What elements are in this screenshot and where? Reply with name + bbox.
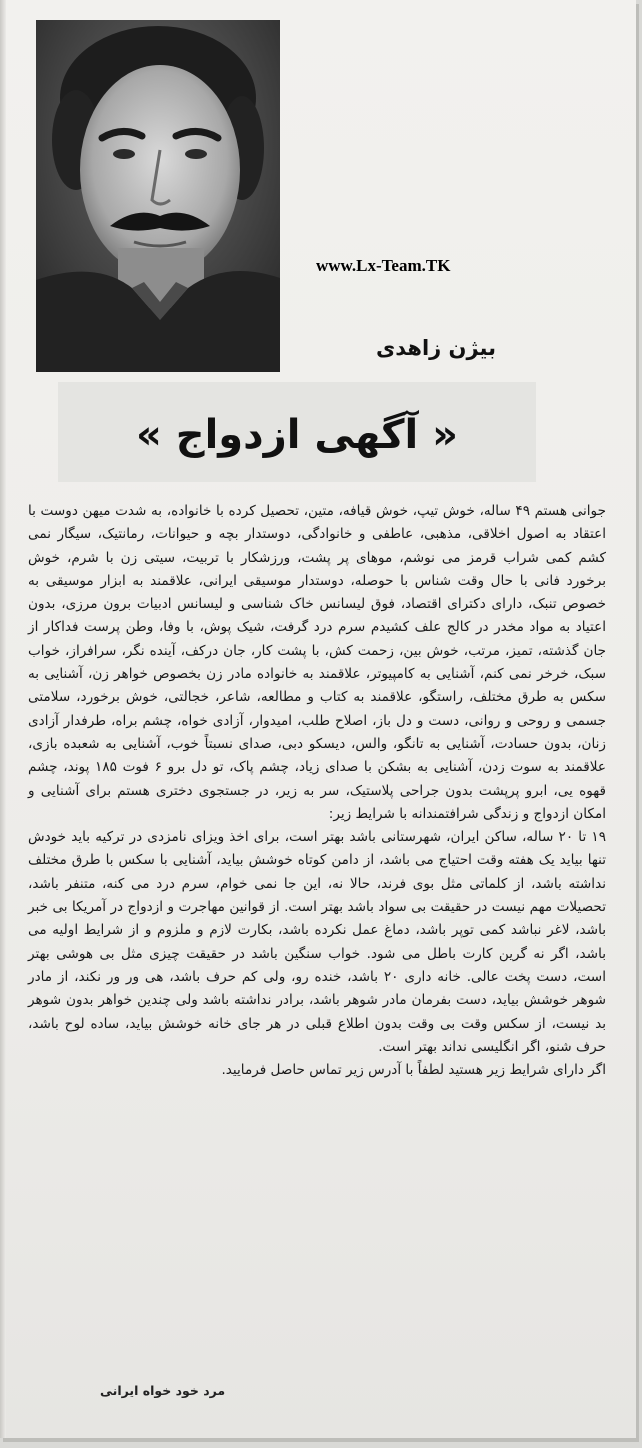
author-name: بیژن زاهدی (376, 336, 496, 360)
website-watermark: www.Lx-Team.TK (316, 256, 451, 275)
signature: مرد خود خواه ایرانی (100, 1383, 226, 1398)
paragraph-self-description: جوانی هستم ۴۹ ساله، خوش تیپ، خوش قیافه، متین، تحصیل کرده با خانواده، به شدت میهن دوست با اعتقاد به اصول اخلاقی، مذهبی، عاطفی و خانوادگی، دوستدار بچه و حیوانات، رمانتیک، سیگار نمی کشم کمی شراب قرمز می نوشم، موهای پر پشت، ورزشکار با تربیت، سیتی زن با شرم، خوش برخورد فانی با حال وقت شناس با حوصله، دوستدار موسیقی ایرانی، علاقمند به ابزار موسیقی به خصوص تنبک، دارای دکترای اقتصاد، فوق لیسانس خاک شناسی و لیسانس ادبیات برون مرزی، بدون اعتیاد به مواد مخدر در کالج علف کشیدم سرم درد گرفت، شیک پوش، با وفا، وطن پرست فداکار از جان گذشته، تمیز، مرتب، خوش بین، زحمت کش، با پشت کار، جان درکف، آینده نگر، سرافراز، خواب سبک، خرخر نمی کنم، آشنایی به کامپیوتر، علاقمند به خانواده مادر زن بخصوص خواهر زن، آشنایی به سکس به طرق مختلف، راستگو، علاقمند به کتاب و مطالعه، شاعر، خجالتی، خوش برخورد، سلامتی جسمی و روحی و روانی، دست و دل باز، اصلاح طلب، امیدوار، آزادی خواه، چشم براه، طرفدار آزادی زنان، بدون حسادت، آشنایی به تانگو، والس، دیسکو دبی، صدای نسبتاً خوب، آشنایی به شعبده بازی، علاقمند به سوت زدن، آشنایی به بشکن با صدای زیاد، چشم پاک، تو دل برو ۶ فوت ۱۸۵ پوند، چشم قهوه یی، ابرو پرپشت بدون جراحی پلاستیک، سر به زیر، در جستجوی دختری هستم برای آشنایی و امکان ازدواج و زندگی شرافتمندانه با شرایط زیر: (28, 503, 606, 822)
paragraph-contact: اگر دارای شرایط زیر هستید لطفاً با آدرس زیر تماس حاصل فرمایید. (221, 1062, 606, 1079)
paragraph-requirements: ۱۹ تا ۲۰ ساله، ساکن ایران، شهرستانی باشد بهتر است، برای اخذ ویزای نامزدی در ترکیه باید خودش تنها بیاید یک هفته وقت احتیاج می باشد، از دامن کوتاه خوشش بیاید، آشنایی با سکس با طرق مختلف نداشته باشد، از کلماتی مثل بوی فرند، حالا نه، این جا نمی خوام، سرم درد می کنه، متنفر باشد، تحصیلات مهم نیست در حقیقت بی سواد باشد بهتر است. از قوانین مهاجرت و ازدواج در آمریکا بی خبر باشد، لاغر نباشد کمی توپر باشد، دماغ عمل نکرده باشد، بکارت لازم و ملزوم و از شرایط اولیه می باشد، اگر نه گرین کارت باطل می شود. خواب سنگین باشد در حقیقت چیزی مثل بی هوشی بهتر است، دست پخت عالی. خانه داری ۲۰ باشد، خنده رو، ولی کم حرف باشد، هی ور ور نکند، از مادر شوهر خوشش بیاید، دست بفرمان مادر شوهر باشد، برادر نداشته باشد ولی چندین خواهر بدون شوهر بد نیست، از سکس وقت بی وقت بدون اطلاع قبلی در هر جای خانه خوشش بیاید، ساده لوح باشد، حرف شنو، اگر انگلیسی نداند بهتر است. (28, 829, 606, 1055)
article-headline: « آگهی ازدواج » (136, 412, 458, 458)
paper-edge (0, 0, 6, 1438)
portrait-icon (36, 20, 280, 372)
author-portrait-photo (36, 20, 280, 372)
article-body (28, 500, 606, 1082)
